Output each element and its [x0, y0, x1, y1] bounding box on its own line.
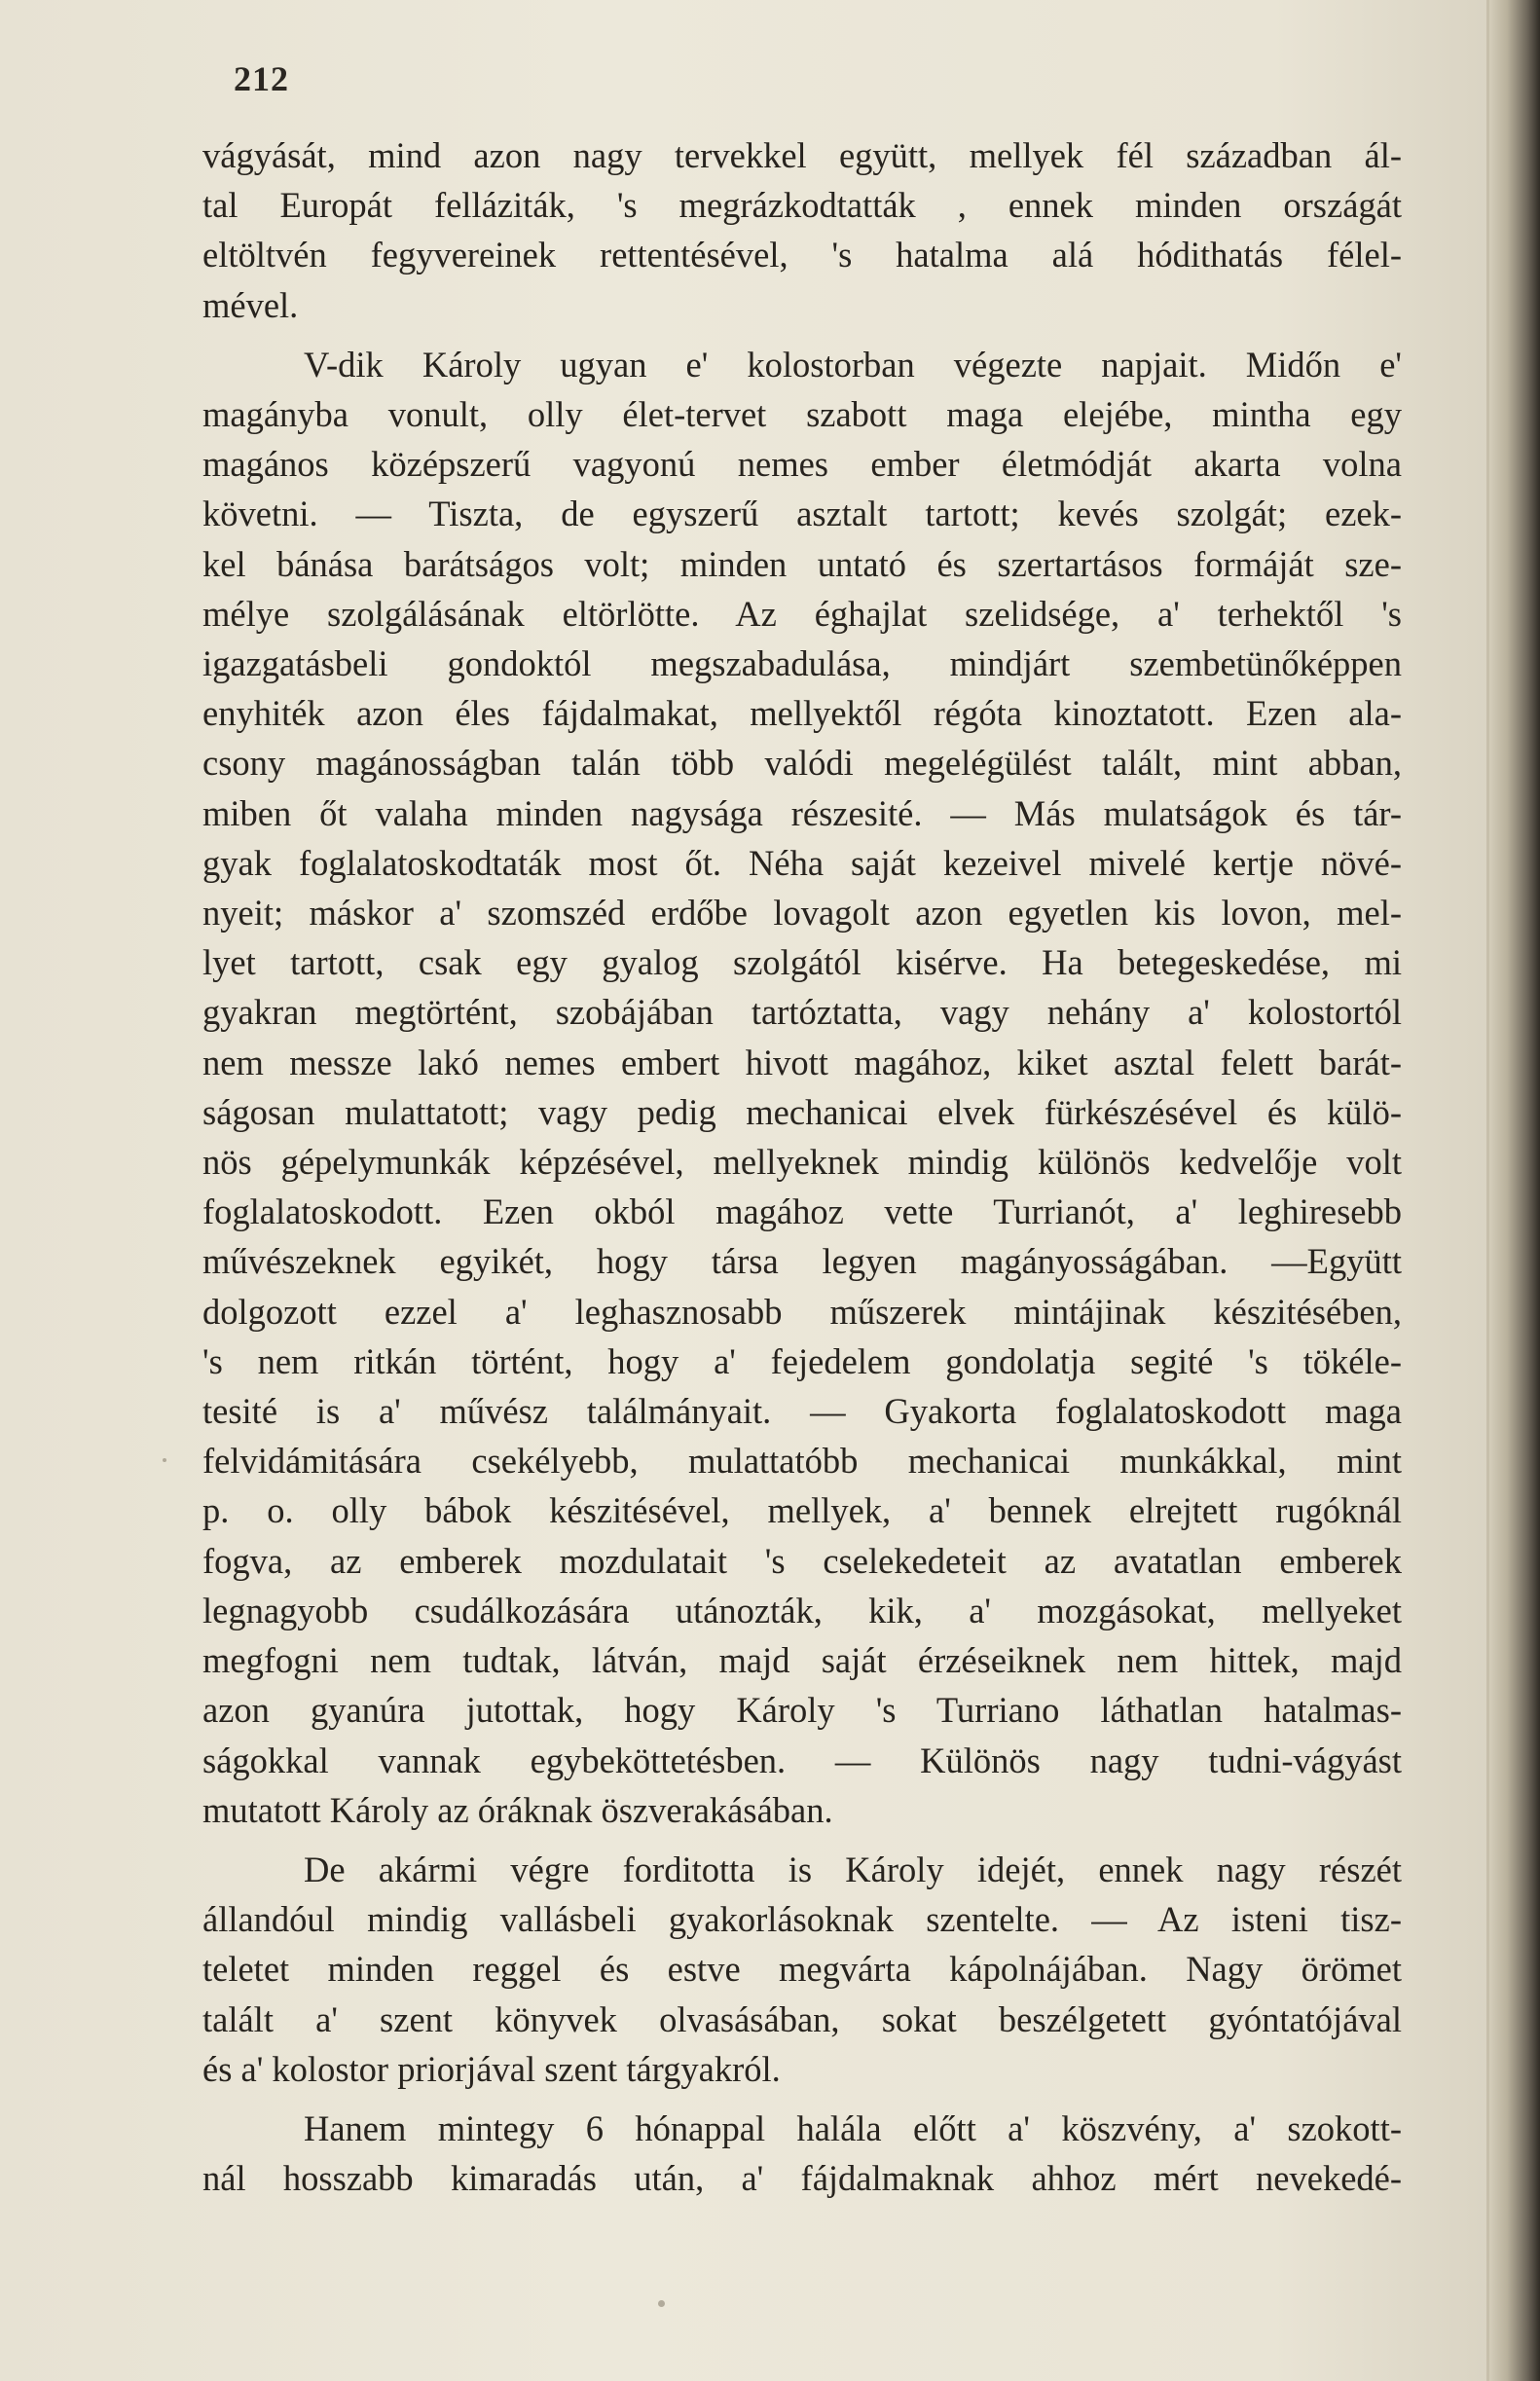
text-line: legnagyobb csudálkozására utánozták, kik, a' mozgásokat, mellyeket [202, 1590, 1402, 1630]
text-line: nem messze lakó nemes embert hivott magához, kiket asztal felett barát- [202, 1042, 1402, 1082]
paragraph [202, 340, 1402, 1835]
text-line: gyak foglalatoskodtaták most őt. Néha saját kezeivel mivelé kertje növé- [202, 842, 1402, 883]
paragraph [202, 1845, 1402, 2094]
text-line: vágyását, mind azon nagy tervekkel együtt, mellyek fél században ál- [202, 135, 1402, 175]
text-line: felvidámitására csekélyebb, mulattatóbb mechanicai munkákkal, mint [202, 1441, 1402, 1482]
text-line: fogva, az emberek mozdulatait 's cselekedeteit az avatatlan emberek [202, 1540, 1402, 1581]
text-line: tesité is a' művész találmányait. — Gyakorta foglalatoskodott maga [202, 1391, 1402, 1432]
text-line: mével. [202, 284, 299, 325]
text-line: lyet tartott, csak egy gyalog szolgától kisérve. Ha betegeskedése, mi [202, 942, 1402, 983]
text-line: művészeknek egyikét, hogy társa legyen magányosságában. —Együtt [202, 1241, 1402, 1282]
text-line: tal Europát felláziták, 's megrázkodtatták , ennek minden országát [202, 185, 1402, 226]
text-line: eltöltvén fegyvereinek rettentésével, 's hatalma alá hódithatás félel- [202, 235, 1402, 275]
text-line: állandóul mindig vallásbeli gyakorlásoknak szentelte. — Az isteni tisz- [202, 1899, 1402, 1940]
text-line: teletet minden reggel és estve megvárta kápolnájában. Nagy örömet [202, 1949, 1402, 1990]
text-line: kel bánása barátságos volt; minden untató és szertartásos formáját sze- [202, 543, 1402, 584]
text-line: magányba vonult, olly élet-tervet szabott maga elejébe, mintha egy [202, 394, 1402, 435]
paragraph [202, 130, 1402, 330]
text-line: dolgozott ezzel a' leghasznosabb műszerek mintájinak készitésében, [202, 1291, 1402, 1332]
text-line: ságokkal vannak egybeköttetésben. — Különös nagy tudni-vágyást [202, 1740, 1402, 1780]
text-line: magános középszerű vagyonú nemes ember életmódját akarta volna [202, 444, 1402, 485]
text-line: nyeit; máskor a' szomszéd erdőbe lovagolt azon egyetlen kis lovon, mel- [202, 893, 1402, 934]
text-line: gyakran megtörtént, szobájában tartóztatta, vagy nehány a' kolostortól [202, 992, 1402, 1033]
body-text [202, 130, 1402, 2213]
book-spine-shadow [1489, 0, 1540, 2381]
text-line: nös gépelymunkák képzésével, mellyeknek mindig különös kedvelője volt [202, 1142, 1402, 1183]
text-line: csony magánosságban talán több valódi megelégülést talált, mint abban, [202, 743, 1402, 784]
text-line: azon gyanúra jutottak, hogy Károly 's Turriano láthatlan hatalmas- [202, 1690, 1402, 1731]
text-line: követni. — Tiszta, de egyszerű asztalt tartott; kevés szolgát; ezek- [202, 494, 1402, 534]
text-line: enyhiték azon éles fájdalmakat, mellyektől régóta kinoztatott. Ezen ala- [202, 693, 1402, 734]
text-line: igazgatásbeli gondoktól megszabadulása, mindjárt szembetünőképpen [202, 643, 1402, 684]
paper-speck [163, 1458, 166, 1462]
text-line: mélye szolgálásának eltörlötte. Az éghajlat szelidsége, a' terhektől 's [202, 593, 1402, 634]
text-line: mutatott Károly az óráknak öszverakásában. [202, 1789, 833, 1830]
text-line: 's nem ritkán történt, hogy a' fejedelem gondolatja segité 's tökéle- [202, 1340, 1402, 1381]
text-line: V-dik Károly ugyan e' kolostorban végezte napjait. Midőn e' [304, 344, 1402, 385]
text-line: talált a' szent könyvek olvasásában, sokat beszélgetett gyóntatójával [202, 1998, 1402, 2039]
text-line: miben őt valaha minden nagysága részesité. — Más mulatságok és tár- [202, 792, 1402, 833]
text-line: és a' kolostor priorjával szent tárgyakról. [202, 2048, 781, 2089]
text-line: ságosan mulattatott; vagy pedig mechanicai elvek fürkészésével és külö- [202, 1091, 1402, 1132]
text-line: De akármi végre forditotta is Károly idejét, ennek nagy részét [304, 1849, 1402, 1889]
paper-speck [658, 2300, 665, 2307]
text-line: foglalatoskodott. Ezen okból magához vette Turrianót, a' leghiresebb [202, 1191, 1402, 1232]
text-line: megfogni nem tudtak, látván, majd saját érzéseiknek nem hittek, majd [202, 1640, 1402, 1681]
text-line: nál hosszabb kimaradás után, a' fájdalmaknak ahhoz mért nevekedé- [202, 2158, 1402, 2199]
text-line: p. o. olly bábok készitésével, mellyek, a' bennek elrejtett rugóknál [202, 1490, 1402, 1531]
text-line: Hanem mintegy 6 hónappal halála előtt a' köszvény, a' szokott- [304, 2107, 1402, 2148]
paragraph [202, 2104, 1402, 2203]
page-number: 212 [234, 59, 289, 98]
